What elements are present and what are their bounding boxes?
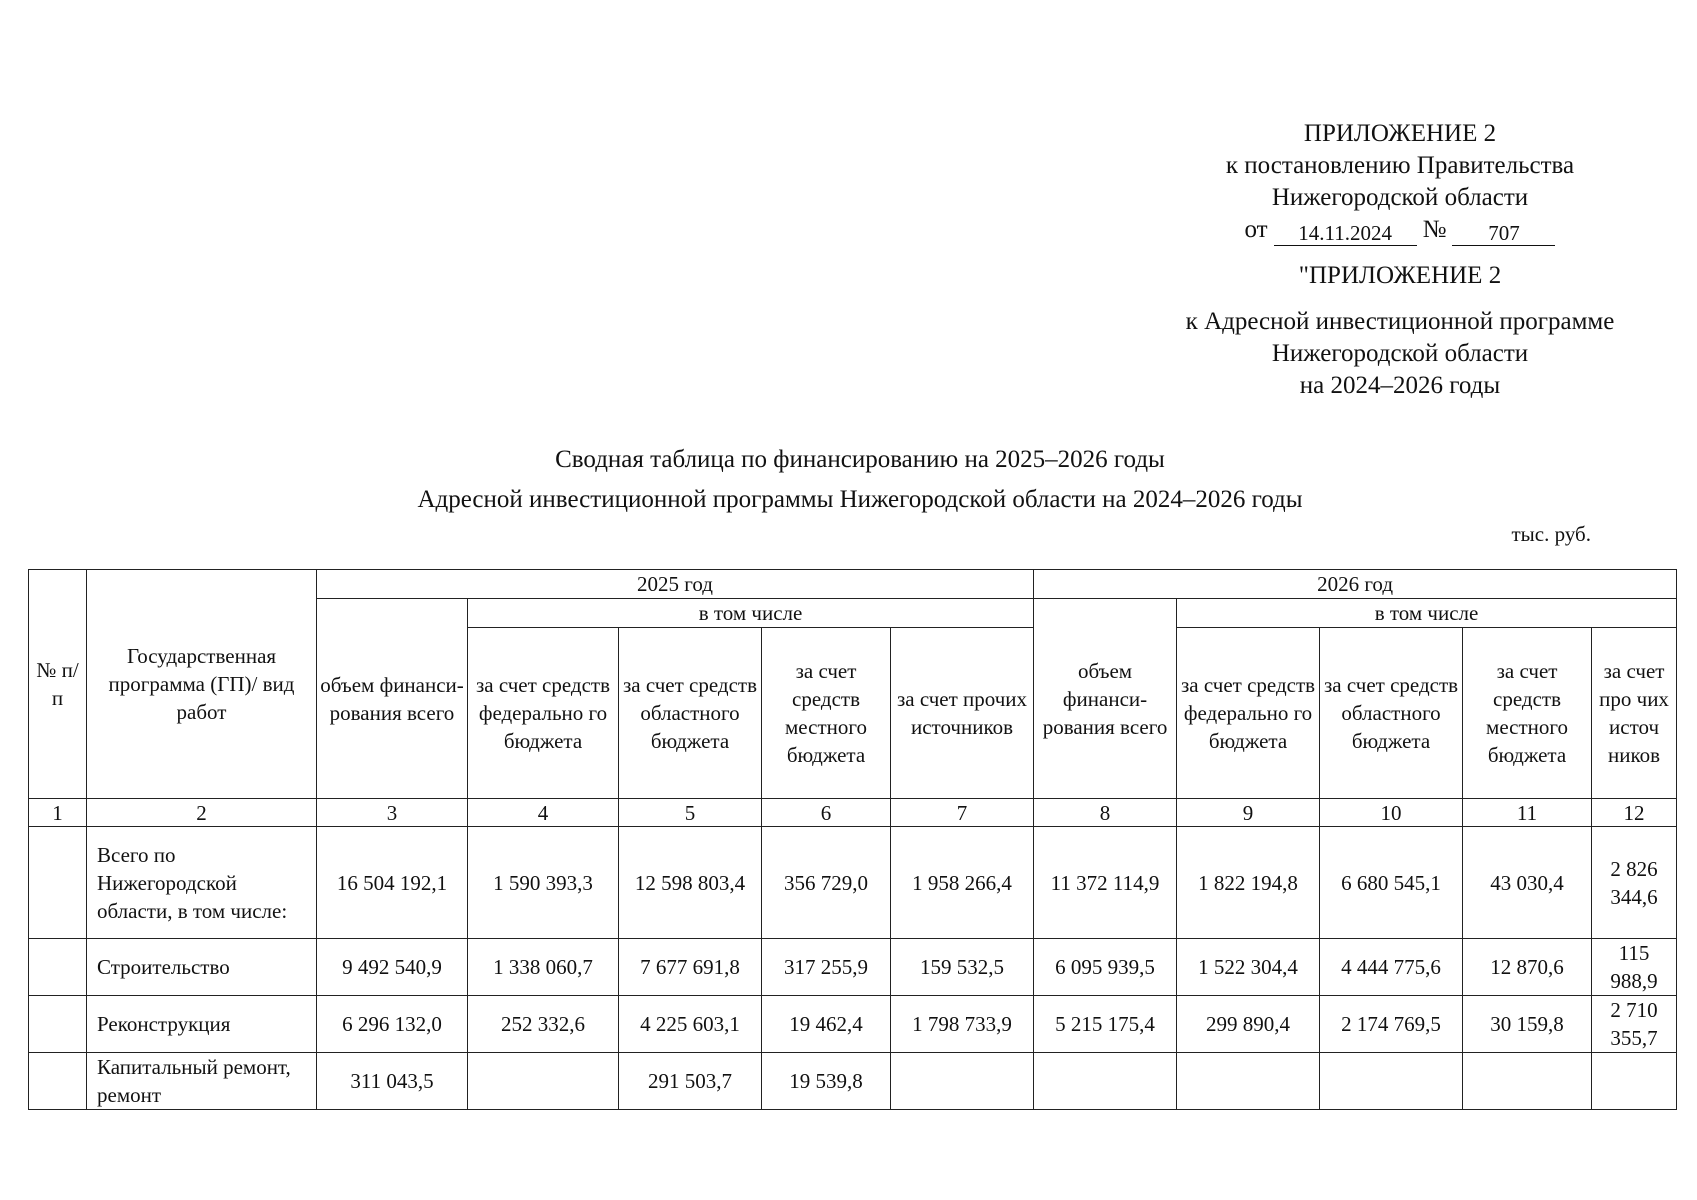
cell-value: 2 174 769,5 xyxy=(1320,996,1463,1053)
cell-value: 19 539,8 xyxy=(762,1053,891,1110)
header-regional-2025: за счет средств областного бюджета xyxy=(619,628,762,799)
header-num: № п/п xyxy=(29,570,87,799)
region-name: Нижегородской области xyxy=(1271,184,1529,211)
row-num xyxy=(29,1053,87,1110)
appendix-title: ПРИЛОЖЕНИЕ 2 xyxy=(1303,120,1497,147)
date-prefix: от xyxy=(1244,216,1268,243)
header-total-2026: объем финанси-рования всего xyxy=(1034,599,1177,799)
resolution-number: 707 xyxy=(1452,221,1555,246)
table-row xyxy=(29,996,1677,1053)
header-regional-2026: за счет средств областного бюджета xyxy=(1320,628,1463,799)
title-line-1: Сводная таблица по финансированию на 2025–2026 годы xyxy=(555,446,1165,473)
header-local-2025: за счет средств местного бюджета xyxy=(762,628,891,799)
cell-value: 1 822 194,8 xyxy=(1177,827,1320,939)
cell-value: 356 729,0 xyxy=(762,827,891,939)
col-number: 5 xyxy=(619,799,762,827)
col-number: 11 xyxy=(1463,799,1592,827)
cell-value: 317 255,9 xyxy=(762,939,891,996)
cell-value: 299 890,4 xyxy=(1177,996,1320,1053)
cell-value xyxy=(468,1053,619,1110)
to-resolution: к постановлению Правительства xyxy=(1225,152,1575,179)
financing-table xyxy=(28,569,1677,1110)
cell-value: 12 870,6 xyxy=(1463,939,1592,996)
cell-value: 6 680 545,1 xyxy=(1320,827,1463,939)
document-title xyxy=(0,440,1697,520)
cell-value: 5 215 175,4 xyxy=(1034,996,1177,1053)
cell-value: 2 710 355,7 xyxy=(1592,996,1677,1053)
header-total-2025: объем финанси-рования всего xyxy=(317,599,468,799)
header-program: Государственная программа (ГП)/ вид работ xyxy=(87,570,317,799)
title-line-2: Адресной инвестиционной программы Нижегородской области на 2024–2026 годы xyxy=(417,486,1303,513)
col-number: 4 xyxy=(468,799,619,827)
inner-appendix-title: "ПРИЛОЖЕНИЕ 2 xyxy=(1298,262,1502,289)
cell-value: 2 826 344,6 xyxy=(1592,827,1677,939)
col-number: 8 xyxy=(1034,799,1177,827)
header-local-2026: за счет средств местного бюджета xyxy=(1463,628,1592,799)
header-federal-2025: за счет средств федерально го бюджета xyxy=(468,628,619,799)
col-number: 12 xyxy=(1592,799,1677,827)
cell-value: 9 492 540,9 xyxy=(317,939,468,996)
cell-value xyxy=(1320,1053,1463,1110)
row-num xyxy=(29,939,87,996)
appendix-header xyxy=(1110,118,1690,402)
col-number: 7 xyxy=(891,799,1034,827)
cell-value: 1 590 393,3 xyxy=(468,827,619,939)
program-region: Нижегородской области xyxy=(1271,340,1529,367)
col-number: 9 xyxy=(1177,799,1320,827)
cell-value: 1 338 060,7 xyxy=(468,939,619,996)
cell-value: 291 503,7 xyxy=(619,1053,762,1110)
cell-value xyxy=(891,1053,1034,1110)
header-year-2025: 2025 год xyxy=(317,570,1034,599)
row-name: Реконструкция xyxy=(87,996,317,1053)
row-name: Капитальный ремонт, ремонт xyxy=(87,1053,317,1110)
cell-value xyxy=(1592,1053,1677,1110)
header-other-2026: за счет про чих источ ников xyxy=(1592,628,1677,799)
cell-value: 7 677 691,8 xyxy=(619,939,762,996)
to-program: к Адресной инвестиционной программе xyxy=(1185,308,1615,335)
cell-value: 16 504 192,1 xyxy=(317,827,468,939)
cell-value: 311 043,5 xyxy=(317,1053,468,1110)
date-number-line xyxy=(1110,214,1690,246)
row-num xyxy=(29,996,87,1053)
resolution-date: 14.11.2024 xyxy=(1274,221,1417,246)
number-sign: № xyxy=(1422,216,1447,243)
cell-value: 11 372 114,9 xyxy=(1034,827,1177,939)
cell-value: 30 159,8 xyxy=(1463,996,1592,1053)
cell-value: 1 522 304,4 xyxy=(1177,939,1320,996)
table-row xyxy=(29,827,1677,939)
header-including-2025: в том числе xyxy=(468,599,1034,628)
cell-value: 252 332,6 xyxy=(468,996,619,1053)
cell-value: 4 225 603,1 xyxy=(619,996,762,1053)
col-number: 2 xyxy=(87,799,317,827)
row-name: Строительство xyxy=(87,939,317,996)
header-federal-2026: за счет средств федерально го бюджета xyxy=(1177,628,1320,799)
cell-value: 4 444 775,6 xyxy=(1320,939,1463,996)
col-number: 3 xyxy=(317,799,468,827)
cell-value: 6 095 939,5 xyxy=(1034,939,1177,996)
table-row xyxy=(29,1053,1677,1110)
header-year-2026: 2026 год xyxy=(1034,570,1677,599)
row-num xyxy=(29,827,87,939)
column-numbers-row xyxy=(29,799,1677,827)
cell-value: 115 988,9 xyxy=(1592,939,1677,996)
header-other-2025: за счет прочих источников xyxy=(891,628,1034,799)
cell-value: 1 958 266,4 xyxy=(891,827,1034,939)
cell-value: 1 798 733,9 xyxy=(891,996,1034,1053)
cell-value: 43 030,4 xyxy=(1463,827,1592,939)
cell-value: 12 598 803,4 xyxy=(619,827,762,939)
cell-value: 19 462,4 xyxy=(762,996,891,1053)
units-label: тыс. руб. xyxy=(1511,522,1591,546)
header-including-2026: в том числе xyxy=(1177,599,1677,628)
row-name: Всего по Нижегородской области, в том числе: xyxy=(87,827,317,939)
cell-value: 6 296 132,0 xyxy=(317,996,468,1053)
cell-value xyxy=(1463,1053,1592,1110)
table-row xyxy=(29,939,1677,996)
program-years: на 2024–2026 годы xyxy=(1299,372,1501,399)
cell-value xyxy=(1034,1053,1177,1110)
cell-value xyxy=(1177,1053,1320,1110)
col-number: 10 xyxy=(1320,799,1463,827)
cell-value: 159 532,5 xyxy=(891,939,1034,996)
col-number: 1 xyxy=(29,799,87,827)
col-number: 6 xyxy=(762,799,891,827)
